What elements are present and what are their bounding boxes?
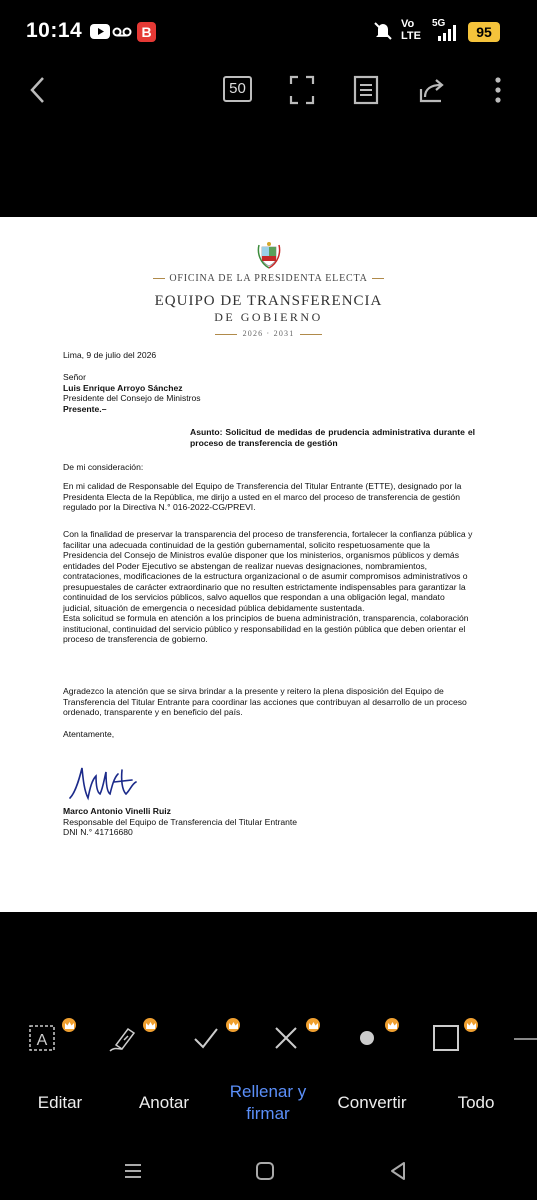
cross-tool[interactable] bbox=[264, 1016, 308, 1060]
share-icon bbox=[417, 75, 447, 105]
fullscreen-button[interactable] bbox=[284, 72, 320, 108]
fullscreen-icon bbox=[289, 75, 315, 105]
tab-edit[interactable]: Editar bbox=[37, 1093, 83, 1112]
signature-pen-icon bbox=[108, 1023, 138, 1053]
battery-indicator: 95 bbox=[468, 22, 500, 42]
signer-name: Marco Antonio Vinelli Ruiz bbox=[63, 806, 171, 816]
checkmark-tool[interactable] bbox=[184, 1016, 228, 1060]
recent-apps-icon bbox=[123, 1162, 143, 1180]
back-triangle-icon bbox=[389, 1161, 407, 1181]
reader-mode-button[interactable] bbox=[348, 72, 384, 108]
svg-text:A: A bbox=[36, 1032, 48, 1049]
reader-mode-icon bbox=[353, 75, 379, 105]
tab-convert[interactable]: Convertir bbox=[337, 1093, 407, 1112]
signer-block bbox=[63, 806, 475, 838]
letter-subject: Asunto: Solicitud de medidas de prudencia administrativa durante el proceso de transferencia de gestión bbox=[190, 427, 475, 448]
tab-fill-sign-line2: firmar bbox=[246, 1104, 290, 1123]
years-label: 2026 · 2031 bbox=[0, 329, 537, 338]
office-title: OFICINA DE LA PRESIDENTA ELECTA bbox=[0, 273, 537, 284]
text-box-tool[interactable] bbox=[20, 1016, 64, 1060]
fill-sign-toolbar bbox=[0, 1008, 537, 1070]
team-title: EQUIPO DE TRANSFERENCIA bbox=[154, 293, 383, 309]
letter-closing: Atentamente, bbox=[63, 729, 115, 739]
volte-indicator bbox=[401, 18, 421, 42]
more-vertical-icon bbox=[494, 76, 502, 104]
signal-icon bbox=[436, 24, 458, 42]
tab-annotate[interactable]: Anotar bbox=[138, 1093, 190, 1112]
signature-tool[interactable] bbox=[101, 1016, 145, 1060]
signer-dni: DNI N.° 41716680 bbox=[63, 827, 133, 837]
letter-paragraph: En mi calidad de Responsable del Equipo de Transferencia del Titular Entrante (ETTE), designado por la Presidenta Electa de la República, me dirijo a usted en el marco del proceso de transferencia de gestión regulado por la Directiva N.° 016-2022-CG/PREVI. bbox=[63, 481, 462, 512]
handwritten-signature bbox=[66, 762, 146, 804]
text-box-icon bbox=[28, 1024, 56, 1052]
volte-label: Vo LTE bbox=[401, 18, 421, 42]
home-button[interactable] bbox=[250, 1156, 280, 1186]
coat-of-arms-logo bbox=[256, 241, 282, 269]
tab-all[interactable]: Todo bbox=[457, 1093, 495, 1112]
recent-apps-button[interactable] bbox=[118, 1156, 148, 1186]
letter-greeting: De mi consideración: bbox=[63, 462, 144, 472]
premium-crown-icon bbox=[385, 1018, 399, 1032]
gov-title: DE GOBIERNO bbox=[214, 310, 323, 324]
back-arrow-icon bbox=[28, 75, 48, 105]
share-button[interactable] bbox=[414, 72, 450, 108]
salutation: Señor bbox=[63, 372, 86, 382]
tool-divider bbox=[514, 1038, 537, 1040]
back-nav-button[interactable] bbox=[383, 1156, 413, 1186]
viewer-toolbar bbox=[0, 62, 537, 118]
bottom-tab-bar bbox=[0, 1070, 537, 1136]
signer-role: Responsable del Equipo de Transferencia del Titular Entrante bbox=[63, 816, 298, 827]
mute-icon bbox=[372, 20, 394, 42]
letter-paragraph: Con la finalidad de preservar la transparencia del proceso de transferencia, fortalecer la confianza pública y facilitar una adecuada continuidad de la gestión gubernamental, solicito respetuosamente que la Presidencia del Consejo de Ministros evalúe disponer que los ministerios, organismos públicos y demás entidades del Poder Ejecutivo se abstengan de realizar nuevas designaciones, nombramientos, contrataciones, modificaciones de la estructura organizacional o de asumir compromisos administrativos o presupuestales de carácter extraordinario que no resulten estrictamente indispensables para garantizar la continuidad de los servicios públicos, salvo aquellos que respondan a una obligación legal, mandato judicial, situación de emergencia o necesidad pública debidamente sustentada. bbox=[63, 529, 473, 613]
letter-paragraph: Esta solicitud se formula en atención a los principios de buena administración, transparencia, colaboración institucional, continuidad del servicio público y responsabilidad en la gestión pública que deben orientar el proceso de transferencia de gobierno. bbox=[63, 613, 469, 644]
voicemail-icon bbox=[112, 26, 132, 38]
tab-fill-sign[interactable] bbox=[218, 1070, 318, 1136]
status-bar bbox=[0, 0, 537, 62]
letter-paragraph: Agradezco la atención que se sirva brindar a la presente y reitero la plena disposición del Equipo de Transferencia del Titular Entrante para coordinar las acciones que contribuyan al desarrollo de un proceso ordenado, transparente y en beneficio del país. bbox=[63, 686, 467, 717]
clock: 10:14 bbox=[26, 19, 83, 42]
checkmark-icon bbox=[192, 1024, 220, 1052]
document-page bbox=[0, 217, 537, 912]
dot-tool[interactable] bbox=[345, 1016, 389, 1060]
youtube-icon bbox=[90, 24, 110, 39]
letter-date: Lima, 9 de julio del 2026 bbox=[63, 350, 157, 360]
premium-crown-icon bbox=[226, 1018, 240, 1032]
network-type: 5G bbox=[432, 18, 446, 29]
home-icon bbox=[255, 1161, 275, 1181]
tab-fill-sign-line1: Rellenar y bbox=[229, 1082, 307, 1101]
rectangle-icon bbox=[432, 1024, 460, 1052]
premium-crown-icon bbox=[143, 1018, 157, 1032]
premium-crown-icon bbox=[464, 1018, 478, 1032]
back-button[interactable] bbox=[20, 72, 56, 108]
presente-label: Presente.– bbox=[63, 403, 107, 414]
recipient-title: Presidente del Consejo de Ministros bbox=[63, 393, 201, 403]
notification-badge: B bbox=[137, 22, 156, 42]
cross-icon bbox=[273, 1025, 299, 1051]
system-nav-bar bbox=[0, 1136, 537, 1200]
more-button[interactable] bbox=[480, 72, 516, 108]
rectangle-tool[interactable] bbox=[424, 1016, 468, 1060]
premium-crown-icon bbox=[62, 1018, 76, 1032]
dot-icon bbox=[358, 1029, 376, 1047]
recipient-name: Luis Enrique Arroyo Sánchez bbox=[63, 382, 183, 393]
premium-crown-icon bbox=[306, 1018, 320, 1032]
recipient-block bbox=[63, 372, 475, 414]
page-count-button[interactable]: 50 bbox=[223, 76, 252, 102]
